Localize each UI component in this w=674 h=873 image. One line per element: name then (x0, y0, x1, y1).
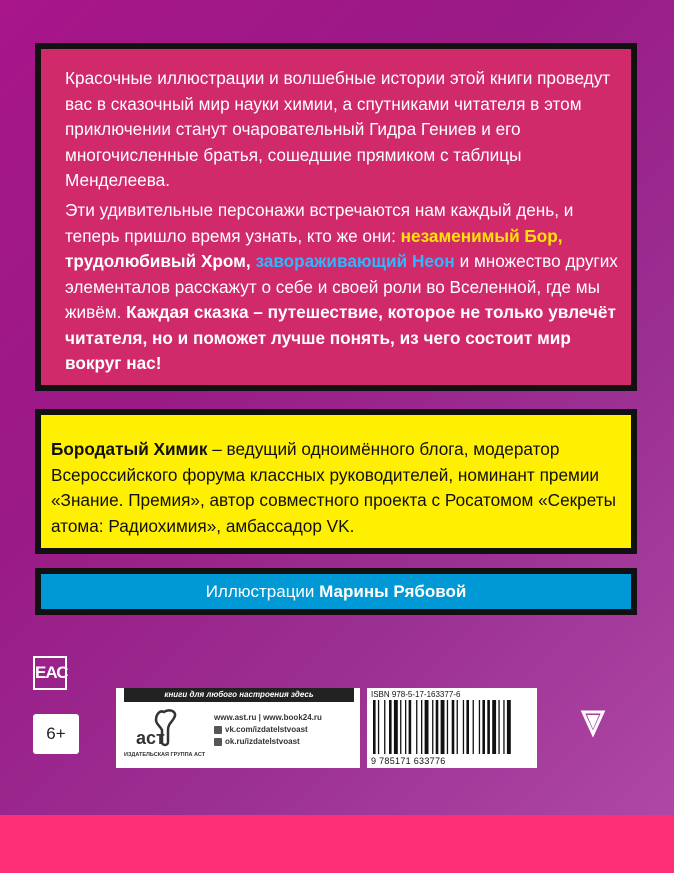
ok-icon (214, 738, 222, 746)
barcode-bar (416, 700, 417, 754)
chrom-text: трудолюбивый Хром, (65, 251, 251, 271)
barcode-bar (447, 700, 448, 754)
barcode-bar (473, 700, 474, 754)
barcode-number: 9 785171 633776 (371, 756, 446, 766)
barcode-bar (452, 700, 455, 754)
description-box (35, 43, 637, 391)
barcode-bar (400, 700, 401, 754)
barcode-bar (405, 700, 406, 754)
publisher-sites: www.ast.ru | www.book24.ru (214, 713, 322, 722)
eac-mark: ЕАС (33, 656, 67, 690)
barcode-bar (466, 700, 469, 754)
description-paragraph-1: Красочные иллюстрации и волшебные истории этой книги проведут вас в сказочный мир науки химии, а спутниками читателя в этом приключении станут очаровательный Гидра Гениев и его многочисленные братья, сошедшие прямиком с таблицы Менделеева. (65, 68, 611, 190)
illustrator-prefix: Иллюстрации (205, 582, 320, 601)
barcode-bar (432, 700, 433, 754)
publisher-block (116, 688, 360, 768)
barcode-bar (487, 700, 490, 754)
publisher-ok: ok.ru/izdatelstvoast (225, 737, 300, 746)
barcode-bar (507, 700, 511, 754)
publisher-name: ИЗДАТЕЛЬСКАЯ ГРУППА АСТ (124, 752, 206, 758)
illustrator-name: Марины Рябовой (319, 582, 467, 601)
description-paragraph-2 (65, 198, 625, 377)
isbn-text: ISBN 978-5-17-163377-6 (371, 690, 461, 699)
illustrator-box (35, 568, 637, 615)
ast-logo-icon (134, 708, 194, 750)
author-box (35, 409, 637, 554)
barcode-bar (394, 700, 398, 754)
barcode-bar (425, 700, 429, 754)
bottom-stripe (0, 815, 674, 873)
barcode-bar (463, 700, 464, 754)
barcode-bar (498, 700, 499, 754)
publisher-vk-row (214, 724, 322, 736)
barcode-bar (436, 700, 439, 754)
barcode-bar (373, 700, 376, 754)
barcode-bar (441, 700, 445, 754)
barcode-bar (492, 700, 496, 754)
publisher-tagline: книги для любого настроения здесь (124, 688, 354, 702)
barcode-bar (479, 700, 480, 754)
bor-highlight: незаменимый Бор, (400, 225, 563, 246)
barcode-bar (409, 700, 412, 754)
para2-mid: и множество других элементалов расскажут о себе и своей роли во Вселенной, где мы живём. (65, 251, 618, 322)
publisher-ok-row (214, 736, 322, 748)
vk-icon (214, 726, 222, 734)
dots-right-decoration (483, 588, 623, 594)
barcode-bar (482, 700, 485, 754)
neon-highlight: завораживающий Неон (255, 251, 455, 271)
author-bio: – ведущий одноимённого блога, модератор Всероссийского форума классных руководителей, номинант премии «Знание. Премия», автор совместного проекта с Росатомом «Секреты атома: Радиохимия», амбассадор VK. (51, 439, 616, 536)
publisher-links (214, 712, 322, 748)
barcode-bar (384, 700, 385, 754)
publisher-v-logo-icon (573, 702, 613, 742)
age-rating-badge: 6+ (33, 714, 79, 754)
para2-bold: Каждая сказка – путешествие, которое не только увлечёт читателя, но и поможет лучше понять, из чего состоит мир вокруг нас! (65, 302, 616, 373)
ast-logo-text: аст (136, 728, 165, 748)
author-paragraph (51, 437, 631, 539)
barcode-bar (389, 700, 392, 754)
author-name: Бородатый Химик (51, 439, 208, 459)
barcode-bar (378, 700, 379, 754)
barcode-icon (371, 700, 533, 754)
barcode-bar (421, 700, 422, 754)
barcode-bar (457, 700, 458, 754)
barcode-block (367, 688, 537, 768)
publisher-vk: vk.com/izdatelstvoast (225, 725, 308, 734)
barcode-bar (503, 700, 504, 754)
para2-start: Эти удивительные персонажи встречаются нам каждый день, и теперь пришло время узнать, кто же они: (65, 200, 574, 246)
